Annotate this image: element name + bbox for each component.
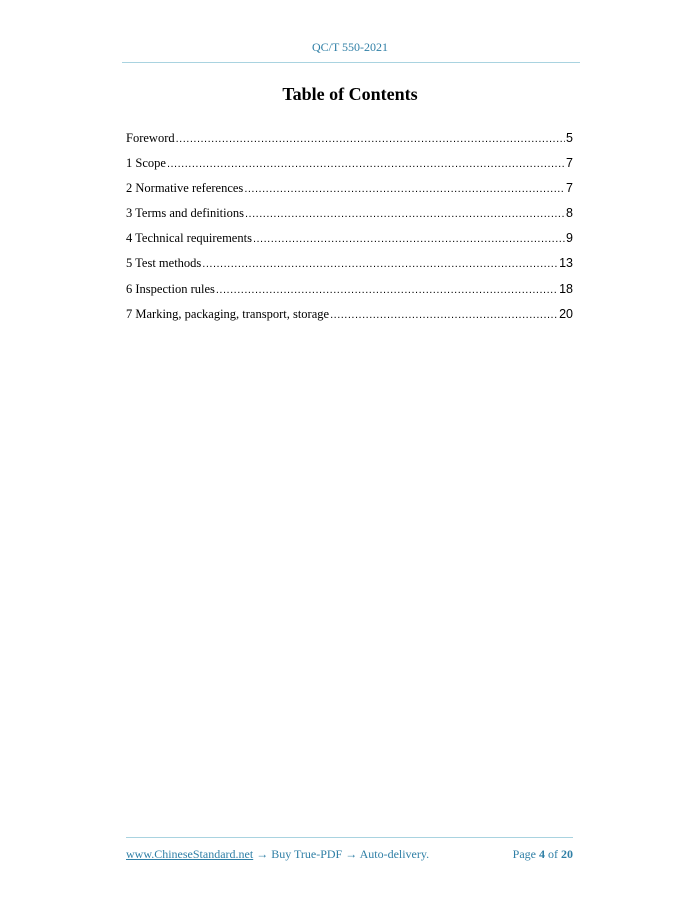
footer-tagline: → Buy True-PDF → Auto-delivery. xyxy=(253,847,430,861)
toc-dot-leader xyxy=(202,258,558,270)
toc-dot-leader xyxy=(244,183,565,195)
toc-entry-marking-packaging[interactable] xyxy=(126,307,573,332)
toc-entry-normative-references[interactable] xyxy=(126,181,573,206)
toc-dot-leader xyxy=(216,284,558,296)
total-pages-number: 20 xyxy=(561,847,573,861)
toc-entry-page: 13 xyxy=(559,256,573,271)
document-footer xyxy=(126,847,573,862)
toc-entry-scope[interactable] xyxy=(126,156,573,181)
toc-entry-label: 4 Technical requirements xyxy=(126,231,252,246)
table-of-contents xyxy=(126,131,573,332)
toc-entry-terms-and-definitions[interactable] xyxy=(126,206,573,231)
toc-entry-label: 1 Scope xyxy=(126,156,166,171)
current-page-number: 4 xyxy=(539,847,545,861)
page-indicator xyxy=(513,847,573,862)
toc-entry-page: 8 xyxy=(566,206,573,221)
toc-entry-foreword[interactable] xyxy=(126,131,573,156)
toc-entry-inspection-rules[interactable] xyxy=(126,282,573,307)
document-header xyxy=(0,40,700,55)
toc-entry-technical-requirements[interactable] xyxy=(126,231,573,256)
toc-entry-page: 18 xyxy=(559,281,573,296)
toc-entry-label: 3 Terms and definitions xyxy=(126,206,244,221)
page-title: Table of Contents xyxy=(282,84,418,104)
site-link[interactable]: www.ChineseStandard.net xyxy=(126,847,254,861)
page-prefix: Page xyxy=(512,847,539,861)
header-divider xyxy=(122,62,580,63)
toc-entry-page: 5 xyxy=(566,131,573,145)
toc-dot-leader xyxy=(245,208,565,220)
footer-divider xyxy=(126,837,573,838)
toc-entry-label: 7 Marking, packaging, transport, storage xyxy=(126,306,330,321)
toc-dot-leader xyxy=(253,233,565,245)
toc-entry-label: 6 Inspection rules xyxy=(126,281,215,296)
toc-entry-page: 20 xyxy=(559,306,573,321)
page-of: of xyxy=(545,847,561,861)
toc-dot-leader xyxy=(176,133,565,145)
toc-entry-label: 2 Normative references xyxy=(126,181,244,196)
toc-entry-label: Foreword xyxy=(126,131,175,145)
toc-entry-test-methods[interactable] xyxy=(126,256,573,281)
toc-entry-page: 9 xyxy=(566,231,573,246)
standard-code: QC/T 550-2021 xyxy=(311,40,389,54)
toc-entry-page: 7 xyxy=(566,181,573,196)
toc-entry-label: 5 Test methods xyxy=(126,256,202,271)
toc-dot-leader xyxy=(167,158,565,170)
toc-dot-leader xyxy=(330,309,558,321)
footer-promo xyxy=(126,847,429,862)
toc-entry-page: 7 xyxy=(566,156,573,171)
